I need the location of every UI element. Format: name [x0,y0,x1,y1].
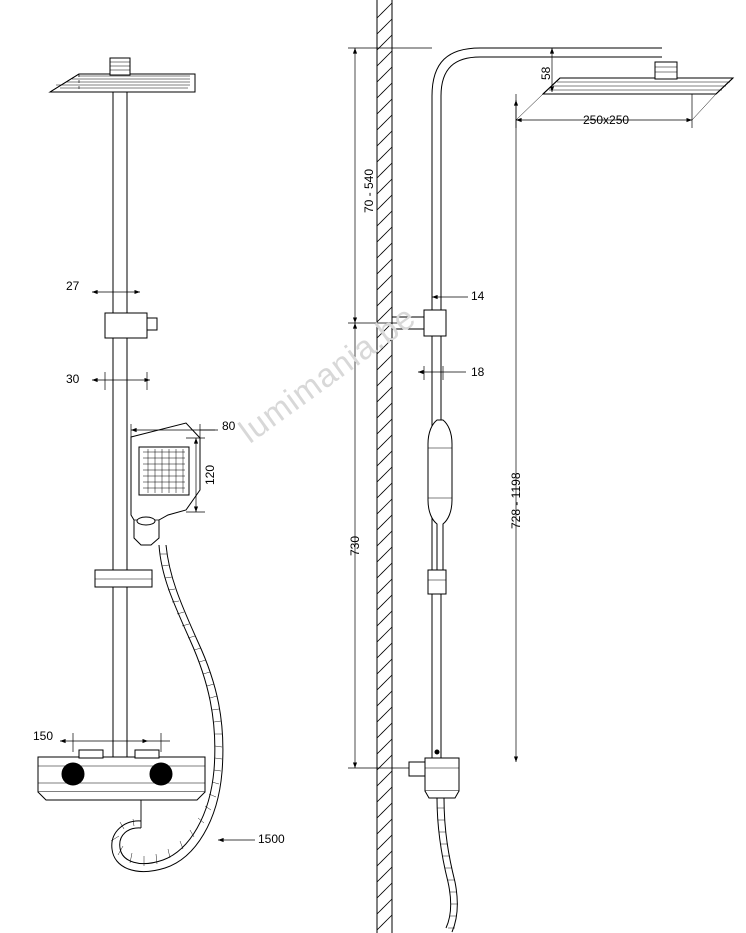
dim-label-728-1198: 728 - 1198 [509,472,523,529]
dim-label-250x250: 250x250 [583,113,630,127]
side-wall-bracket-upper [392,310,446,336]
dim-label-150: 150 [33,729,54,743]
front-shower-head [50,58,195,92]
dim-label-30: 30 [66,372,80,386]
dim-label-14: 14 [471,289,485,303]
side-hand-shower-holder [428,570,446,594]
side-thermostatic-valve [409,750,459,798]
wall-hatching [377,0,392,933]
front-hand-shower-bracket [95,570,152,587]
front-riser-bottom [113,587,127,757]
dim-label-80: 80 [222,419,236,433]
side-shower-head [543,62,733,94]
side-hose [437,798,458,932]
front-diverter-block [105,313,157,338]
dim-label-1500: 1500 [258,832,285,846]
front-hose [111,545,223,872]
dim-label-58: 58 [539,66,553,80]
side-dimension-lines [348,48,716,768]
dim-label-730: 730 [348,535,362,556]
dim-label-120: 120 [203,464,217,485]
dim-label-27: 27 [66,279,80,293]
front-hand-shower [131,423,200,545]
front-thermostatic-valve [38,750,205,828]
side-view [392,48,733,932]
watermark: lumimania.be [232,297,423,450]
front-riser-upper [113,92,127,313]
front-view [38,58,223,872]
front-riser-lower [113,338,127,570]
dim-label-70-540: 70 - 540 [362,168,376,213]
dim-label-18: 18 [471,365,485,379]
